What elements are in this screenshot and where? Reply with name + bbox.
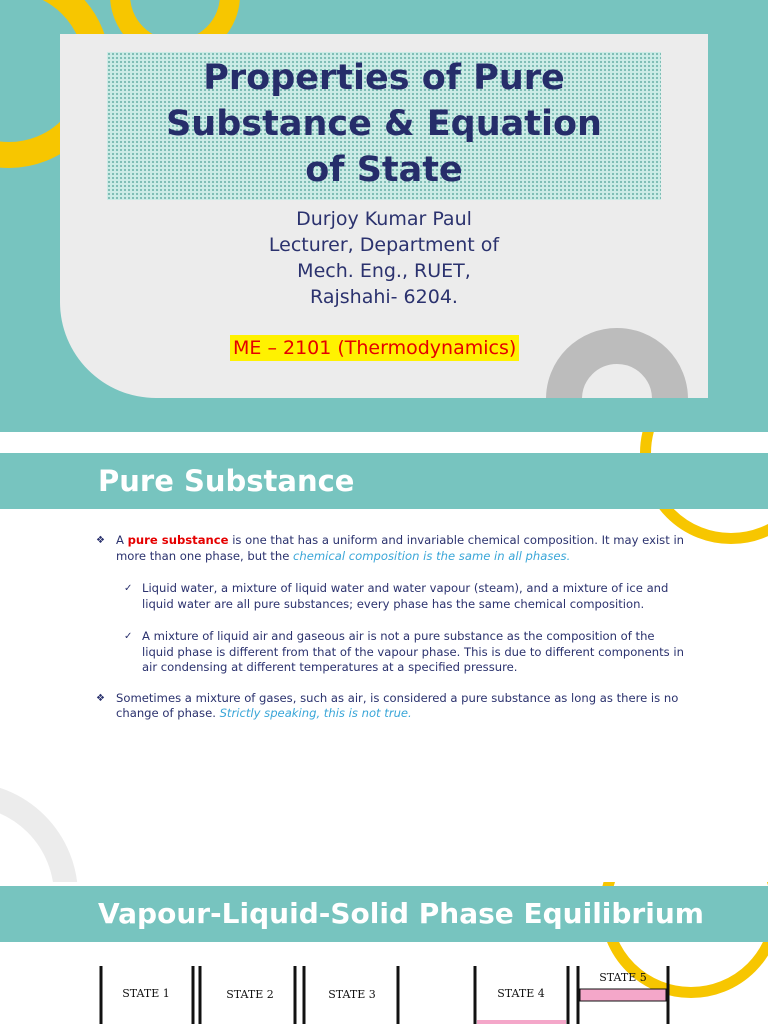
bullet-item [96,533,686,564]
phase-equilibrium-slide [0,882,768,1024]
checkmark-icon: ✓ [124,631,133,642]
slide-body [96,533,686,722]
emphasis-text: Strictly speaking, this is not true. [219,706,412,720]
key-term: pure substance [127,533,229,547]
slide-heading: Pure Substance [98,464,355,498]
author-position: Lecturer, Department of [268,234,500,256]
piston-state-5 [580,989,666,1001]
title-card [60,34,708,398]
author-location: Rajshahi- 6204. [310,286,458,308]
course-label: ME – 2101 (Thermodynamics) [230,335,519,361]
author-department: Mech. Eng., RUET, [297,260,471,282]
title-line: of State [305,150,463,190]
state-label: STATE 5 [599,971,647,984]
state-label: STATE 1 [122,987,170,1000]
bullet-text: is one that has a uniform and invariable chemical composition. It may exist in more than one phase, but the [116,533,685,563]
piston-state-4 [477,1020,566,1024]
title-line: Substance & Equation [166,104,602,144]
diamond-bullet-icon: ❖ [96,692,105,704]
checkmark-icon: ✓ [124,583,133,594]
bullet-item [96,691,686,722]
decorative-ring [0,782,78,882]
title-line: Properties of Pure [203,58,565,98]
piston-cylinder-diagram [0,882,768,1024]
slide-title [107,55,661,193]
emphasis-text: chemical composition is the same in all phases. [293,548,571,563]
author-block [60,206,708,310]
decorative-ring [546,328,688,398]
check-text: A mixture of liquid air and gaseous air is not a pure substance as the composition of the liquid phase is different from that of the vapour phase. This is due to different components in air condensing at different temperatures at a specified pressure. [142,629,684,674]
title-slide [0,0,768,432]
slide-heading: Vapour-Liquid-Solid Phase Equilibrium [98,897,704,930]
bullet-text: Sometimes a mixture of gases, such as air, is considered a pure substance as long as there is no change of phase. [116,690,679,720]
state-label: STATE 4 [497,987,545,1000]
author-name: Durjoy Kumar Paul [296,208,472,230]
bullet-text: A [116,533,128,547]
check-item [96,629,686,676]
check-text: Liquid water, a mixture of liquid water and water vapour (steam), and a mixture of ice and liquid water are all pure substances; every phase has the same chemical composition. [142,581,669,611]
state-label: STATE 2 [226,988,274,1001]
slide-header [0,453,768,509]
state-label: STATE 3 [328,988,376,1001]
check-item [96,581,686,612]
pure-substance-slide [0,432,768,882]
diamond-bullet-icon: ❖ [96,535,105,546]
title-box [107,52,661,200]
